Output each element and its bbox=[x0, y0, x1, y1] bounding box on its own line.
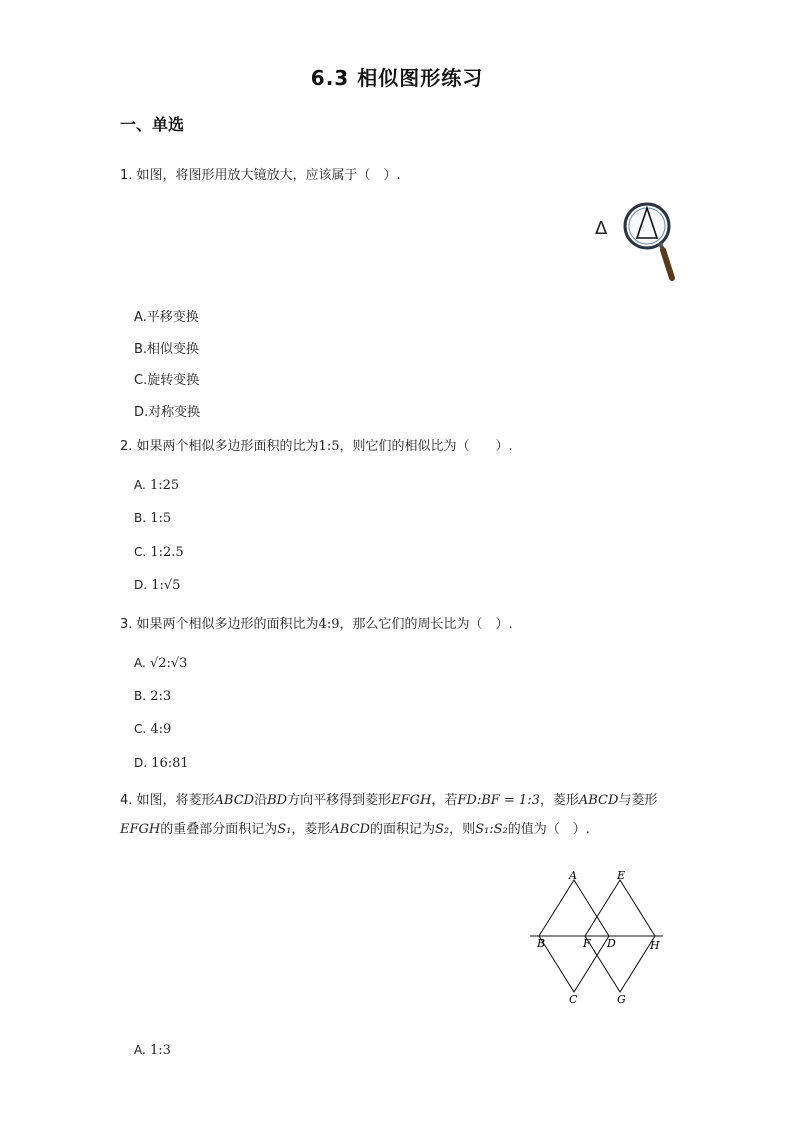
q1-option-a: A.平移变换 bbox=[134, 310, 199, 325]
section-heading: 一、单选 bbox=[120, 115, 185, 134]
question-3-text bbox=[120, 613, 513, 632]
q3-ratio: 4:9 bbox=[318, 617, 340, 632]
q2-option-c: C. 1:2.5 bbox=[134, 545, 184, 560]
q2-pre: 2. 如果两个相似多边形面积的比为 bbox=[120, 439, 319, 454]
q2-post: ，则它们的相似比为（ ）. bbox=[339, 439, 513, 454]
magnifier-handle bbox=[663, 250, 672, 278]
label-h: H bbox=[650, 939, 660, 952]
rhombus-figure bbox=[525, 865, 675, 1010]
q3-pre: 3. 如果两个相似多边形的面积比为 bbox=[120, 617, 319, 632]
magnifier-lens bbox=[625, 204, 669, 248]
q2-option-b: B. 1:5 bbox=[134, 511, 172, 526]
label-g: G bbox=[617, 993, 626, 1006]
q2-option-d: D. 1:√5 bbox=[134, 578, 181, 593]
label-d: D bbox=[607, 937, 616, 950]
label-c: C bbox=[569, 993, 578, 1006]
page-title: 6.3 相似图形练习 bbox=[310, 66, 484, 90]
q1-option-c: C.旋转变换 bbox=[134, 373, 200, 388]
question-1-text: 1. 如图，将图形用放大镜放大，应该属于（ ）. bbox=[120, 168, 401, 183]
label-f: F bbox=[583, 937, 591, 950]
label-a: A bbox=[569, 869, 577, 882]
q1-option-b: B.相似变换 bbox=[134, 342, 200, 357]
magnifier-figure bbox=[620, 200, 680, 290]
small-triangle-symbol: Δ bbox=[595, 218, 608, 239]
q2-option-a: A. 1:25 bbox=[134, 478, 180, 493]
q3-option-b: B. 2:3 bbox=[134, 689, 172, 704]
q2-ratio: 1:5 bbox=[318, 439, 340, 454]
q3-post: ，那么它们的周长比为（ ）. bbox=[339, 617, 513, 632]
q3-option-a: A. √2:√3 bbox=[134, 656, 188, 671]
q4-option-a: A. 1:3 bbox=[134, 1043, 171, 1058]
question-4-line-1: 4. 如图，将菱形ABCD沿BD方向平移得到菱形EFGH，若FD:BF = 1:3，菱形ABCD与菱形 bbox=[120, 793, 658, 808]
q1-option-d: D.对称变换 bbox=[134, 405, 201, 420]
label-b: B bbox=[537, 937, 546, 950]
label-e: E bbox=[617, 869, 626, 882]
question-4-line-2: EFGH的重叠部分面积记为S₁，菱形ABCD的面积记为S₂，则S₁:S₂的值为（ ）. bbox=[120, 822, 590, 837]
question-2-text bbox=[120, 435, 513, 454]
q3-option-d: D. 16:81 bbox=[134, 756, 189, 771]
q3-option-c: C. 4:9 bbox=[134, 722, 172, 737]
